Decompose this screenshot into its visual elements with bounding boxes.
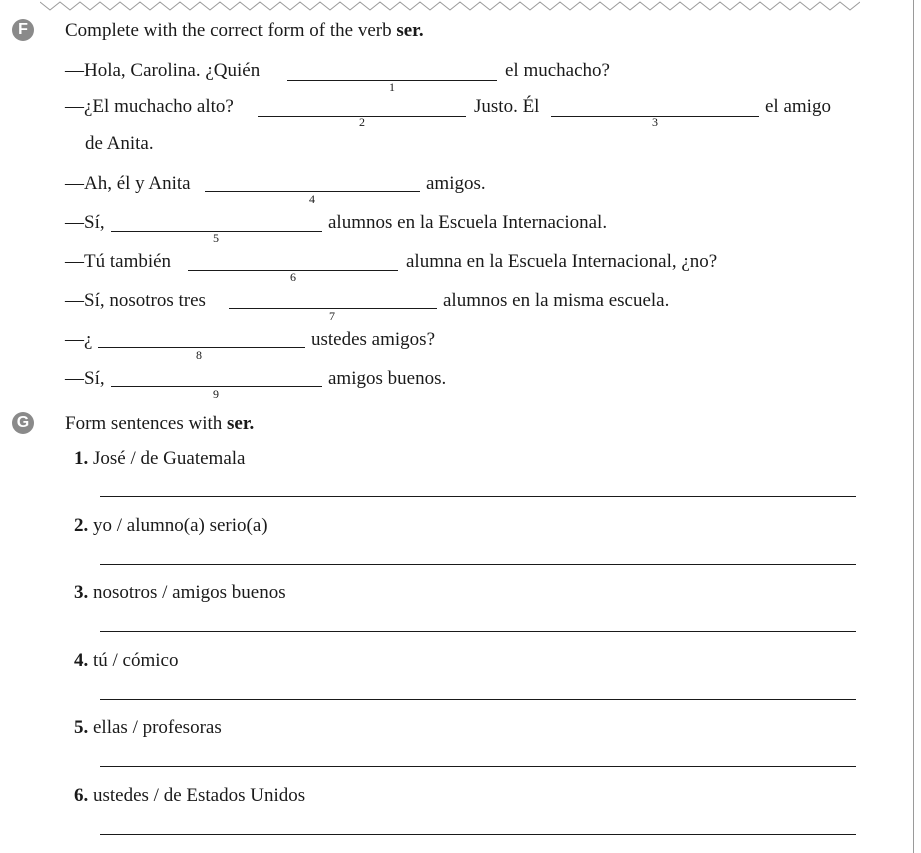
item-prompt: José / de Guatemala — [93, 448, 246, 469]
dialogue-text: —Ah, él y Anita — [65, 173, 191, 194]
dialogue-text: de Anita. — [85, 133, 154, 154]
dialogue-text: Justo. Él — [474, 96, 540, 117]
dialogue-text: alumnos en la Escuela Internacional. — [328, 212, 608, 233]
item-prompt: ustedes / de Estados Unidos — [93, 785, 306, 806]
exercise-item-5 — [74, 717, 222, 739]
section-f-instruction-verb: ser. — [396, 20, 424, 41]
item-number: 5. — [74, 717, 89, 738]
dialogue-text: ustedes amigos? — [311, 329, 436, 350]
dialogue-text: —Sí, — [65, 368, 105, 389]
section-g-badge: G — [12, 412, 34, 434]
section-f-badge: F — [12, 19, 34, 41]
answer-line-2[interactable] — [100, 564, 856, 565]
exercise-item-4 — [74, 650, 178, 672]
section-g-instruction-text: Form sentences with — [65, 413, 228, 434]
dialogue-text: alumnos en la misma escuela. — [443, 290, 670, 311]
item-number: 3. — [74, 582, 89, 603]
exercise-item-1 — [74, 448, 245, 470]
item-number: 2. — [74, 515, 89, 536]
section-g-instruction-verb: ser. — [227, 413, 255, 434]
section-f-instruction — [65, 20, 424, 42]
blank-number: 7 — [329, 309, 335, 323]
dialogue-text: el amigo — [765, 96, 831, 117]
item-number: 1. — [74, 448, 89, 469]
dialogue-text: —Sí, nosotros tres — [65, 290, 206, 311]
dialogue-text: —¿El muchacho alto? — [65, 96, 234, 117]
item-number: 4. — [74, 650, 89, 671]
blank-number: 2 — [359, 115, 365, 129]
item-number: 6. — [74, 785, 89, 806]
answer-line-6[interactable] — [100, 834, 856, 835]
blank-number: 9 — [213, 387, 219, 401]
blank-number: 1 — [389, 80, 395, 94]
answer-line-1[interactable] — [100, 496, 856, 497]
item-prompt: nosotros / amigos buenos — [93, 582, 286, 603]
dialogue-text: amigos buenos. — [328, 368, 447, 389]
blank-number: 5 — [213, 231, 219, 245]
dialogue-text: amigos. — [426, 173, 486, 194]
dialogue-text: —¿ — [65, 329, 93, 350]
page-edge-rule — [913, 0, 914, 853]
blank-number: 6 — [290, 270, 296, 284]
blank-number: 4 — [309, 192, 315, 206]
exercise-item-2 — [74, 515, 268, 537]
decorative-zigzag-border — [40, 0, 860, 12]
section-f-instruction-text: Complete with the correct form of the verb — [65, 20, 397, 41]
item-prompt: tú / cómico — [93, 650, 179, 671]
section-g-instruction — [65, 413, 254, 435]
answer-line-5[interactable] — [100, 766, 856, 767]
dialogue-text: el muchacho? — [505, 60, 610, 81]
dialogue-text: alumna en la Escuela Internacional, ¿no? — [406, 251, 718, 272]
exercise-item-3 — [74, 582, 286, 604]
dialogue-text: —Hola, Carolina. ¿Quién — [65, 60, 261, 81]
blank-number: 3 — [652, 115, 658, 129]
answer-line-4[interactable] — [100, 699, 856, 700]
dialogue-text: —Tú también — [65, 251, 172, 272]
item-prompt: yo / alumno(a) serio(a) — [93, 515, 268, 536]
item-prompt: ellas / profesoras — [93, 717, 222, 738]
answer-line-3[interactable] — [100, 631, 856, 632]
dialogue-text: —Sí, — [65, 212, 105, 233]
exercise-item-6 — [74, 785, 305, 807]
blank-number: 8 — [196, 348, 202, 362]
